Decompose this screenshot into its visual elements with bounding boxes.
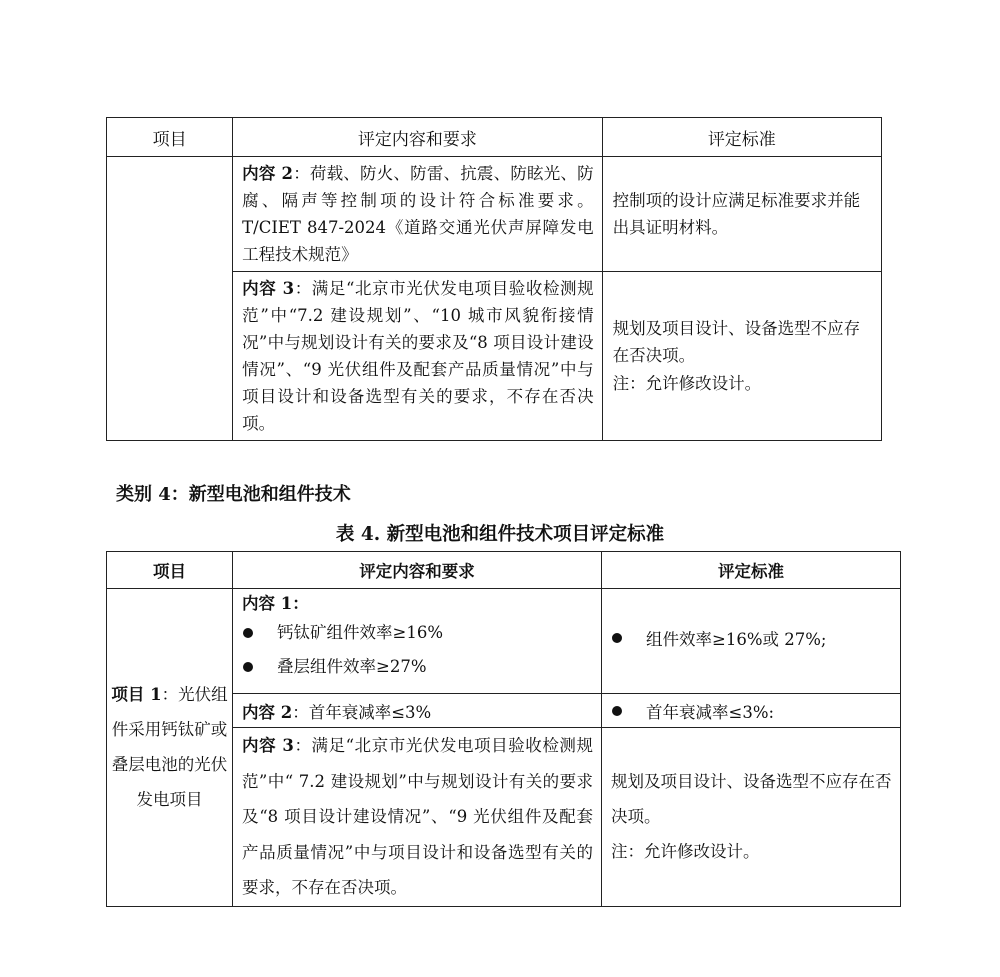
list-item	[611, 621, 892, 655]
standard-cell: 控制项的设计应满足标准要求并能出具证明材料。	[602, 157, 881, 272]
standard-cell	[602, 728, 901, 907]
evaluation-table	[106, 551, 901, 907]
header-item: 项目	[107, 118, 233, 157]
bullet-icon	[243, 662, 253, 672]
list-item	[242, 650, 593, 684]
standard-cell	[602, 272, 881, 441]
content-cell	[233, 694, 602, 728]
standard-text: 规划及项目设计、设备选型不应存在否决项。	[612, 318, 861, 366]
standard-note: 注：允许修改设计。	[612, 373, 762, 393]
table-caption: 表 4. 新型电池和组件技术项目评定标准	[335, 524, 665, 545]
bullet-text: 组件效率≥16%或 27%;	[646, 630, 827, 649]
header-content: 评定内容和要求	[233, 552, 602, 589]
bullet-text: 钙钛矿组件效率≥16%	[277, 623, 443, 642]
list-item	[242, 616, 593, 650]
header-item: 项目	[107, 552, 233, 589]
header-standard: 评定标准	[602, 118, 881, 157]
list-item	[611, 696, 892, 726]
content-text: ：满足“北京市光伏发电项目验收检测规范”中“7.2 建设规划”、“10 城市风貌衔接情况”中与规划设计有关的要求及“8 项目设计建设情况”、“9 光伏组件及配套产品质量情况”中与项目设计和设备选型有关的要求，不存在否决项。	[242, 279, 594, 433]
standard-cell	[602, 694, 901, 728]
content-cell	[233, 157, 602, 272]
header-content: 评定内容和要求	[233, 118, 602, 157]
item-cell-empty	[107, 157, 233, 441]
standard-text: 规划及项目设计、设备选型不应存在否决项。	[611, 772, 892, 827]
bullet-text: 首年衰减率≤3%:	[646, 702, 775, 722]
content-text: ：荷载、防火、防雷、抗震、防眩光、防腐、隔声等控制项的设计符合标准要求。T/CIET 847-2024《道路交通光伏声屏障发电工程技术规范》	[242, 164, 594, 264]
content-label: 内容 3	[242, 736, 294, 755]
bullet-icon	[612, 706, 622, 716]
bullet-icon	[243, 628, 253, 638]
content-label: 内容 3	[242, 279, 295, 298]
content-label: 内容 2	[242, 164, 293, 183]
content-text: ：首年衰减率≤3%	[292, 702, 432, 722]
content-cell	[233, 728, 602, 907]
standard-note: 注：允许修改设计。	[611, 842, 760, 862]
category-heading: 类别 4：新型电池和组件技术	[116, 484, 351, 505]
bullet-text: 叠层组件效率≥27%	[277, 657, 427, 676]
item-cell	[107, 589, 233, 907]
content-label: 内容 1：	[242, 594, 309, 613]
bullet-icon	[612, 633, 622, 643]
content-label: 内容 2	[242, 702, 293, 722]
header-standard: 评定标准	[602, 552, 901, 589]
content-cell	[233, 272, 602, 441]
item-label: 项目 1	[111, 685, 162, 705]
continuation-table	[106, 117, 882, 441]
item-text: ：光伏组件采用钙钛矿或叠层电池的光伏发电项目	[111, 685, 228, 810]
content-text: ：满足“北京市光伏发电项目验收检测规范”中“ 7.2 建设规划”中与规划设计有关的要求及“8 项目设计建设情况”、“9 光伏组件及配套产品质量情况”中与项目设计和设备选型有关的要求，不存在否决项。	[242, 736, 593, 897]
standard-cell	[602, 589, 901, 694]
content-cell	[233, 589, 602, 694]
